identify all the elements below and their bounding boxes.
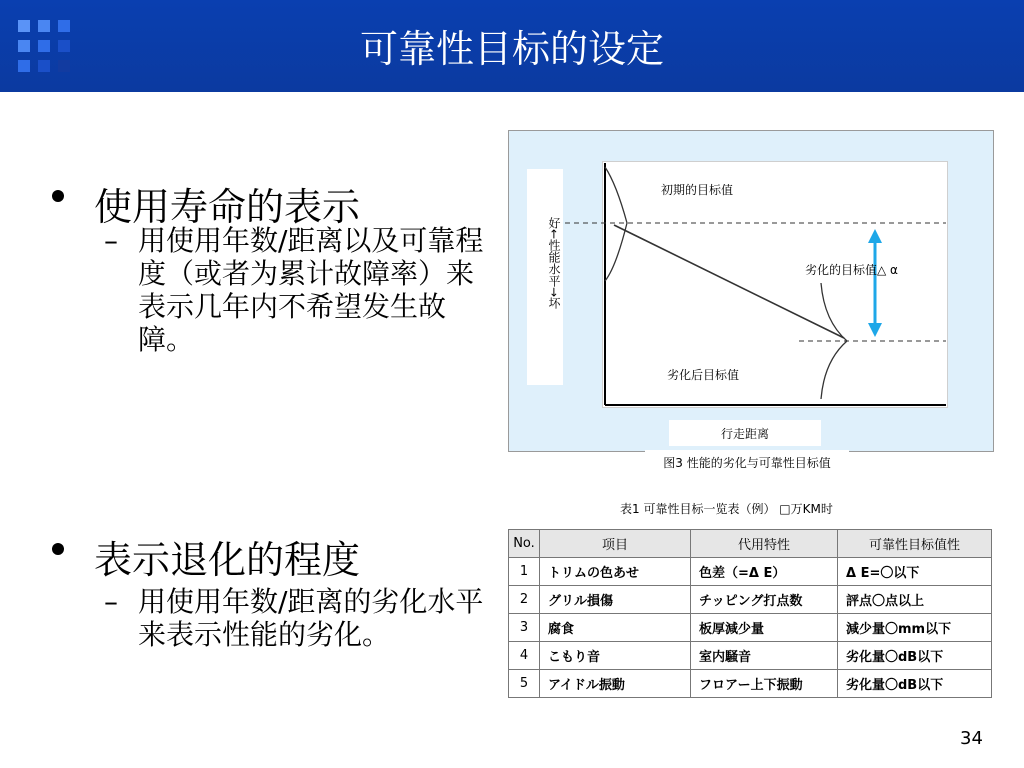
table-caption: 表1 可靠性目标一览表（例） □万KM时 <box>620 502 833 516</box>
bullet-dot-icon <box>52 543 64 555</box>
row-target: 劣化量〇dB以下 <box>838 642 992 670</box>
initial-target-label: 初期的目标值 <box>661 183 734 197</box>
row-target: 劣化量〇dB以下 <box>838 670 992 698</box>
table-header-row <box>509 530 992 558</box>
row-item: こもり音 <box>540 642 691 670</box>
figure-panel <box>505 128 993 708</box>
row-substitute: 板厚減少量 <box>691 614 838 642</box>
row-no: 2 <box>509 586 540 614</box>
row-substitute: チッピング打点数 <box>691 586 838 614</box>
header-target: 可靠性目标值性 <box>838 530 992 558</box>
row-no: 5 <box>509 670 540 698</box>
row-substitute: フロアー上下振動 <box>691 670 838 698</box>
header-substitute: 代用特性 <box>691 530 838 558</box>
row-target: 減少量〇mm以下 <box>838 614 992 642</box>
x-axis-label: 行走距离 <box>720 427 769 441</box>
row-substitute: 色差（=Δ E） <box>691 558 838 586</box>
table-row <box>509 558 992 586</box>
row-target: 評点〇点以上 <box>838 586 992 614</box>
reliability-target-table <box>508 529 992 698</box>
table-row <box>509 670 992 698</box>
row-no: 3 <box>509 614 540 642</box>
sub-bullet-2-text: 用使用年数/距离的劣化水平来表示性能的劣化。 <box>138 585 484 651</box>
dash-icon: – <box>104 224 118 257</box>
figure-caption-box <box>645 450 849 476</box>
header-no: No. <box>509 530 540 558</box>
bullet-dot-icon <box>52 190 64 202</box>
degradation-trend-line <box>614 225 844 338</box>
degradation-figure <box>508 130 994 452</box>
row-target: Δ E=〇以下 <box>838 558 992 586</box>
table-row <box>509 586 992 614</box>
x-axis-label-box <box>669 420 821 446</box>
row-item: トリムの色あせ <box>540 558 691 586</box>
bullet-2-text: 表示退化的程度 <box>94 538 361 582</box>
sub-bullet-1-text: 用使用年数/距离以及可靠程度（或者为累计故障率）来表示几年内不希望发生故障。 <box>138 224 484 356</box>
initial-distribution-curve <box>605 167 627 281</box>
y-axis-label: 好←性能水平→坏 <box>547 217 561 310</box>
bullet-1-text: 使用寿命的表示 <box>94 185 361 229</box>
delta-alpha-label: 劣化的目标值△ α <box>805 263 898 277</box>
table-row <box>509 642 992 670</box>
title-bar <box>0 0 1024 92</box>
header-item: 项目 <box>540 530 691 558</box>
degradation-diagram <box>509 131 993 451</box>
row-substitute: 室内騒音 <box>691 642 838 670</box>
slide-title: 可靠性目标的设定 <box>359 27 664 71</box>
dash-icon: – <box>104 585 118 618</box>
page-number: 34 <box>960 728 983 749</box>
row-no: 4 <box>509 642 540 670</box>
after-degradation-label: 劣化后目标值 <box>667 368 740 382</box>
row-item: 腐食 <box>540 614 691 642</box>
delta-alpha-arrow <box>868 229 882 337</box>
row-item: グリル損傷 <box>540 586 691 614</box>
table-row <box>509 614 992 642</box>
row-item: アイドル振動 <box>540 670 691 698</box>
row-no: 1 <box>509 558 540 586</box>
figure-caption: 图3 性能的劣化与可靠性目标值 <box>663 456 831 470</box>
degraded-distribution-curve <box>821 283 847 399</box>
